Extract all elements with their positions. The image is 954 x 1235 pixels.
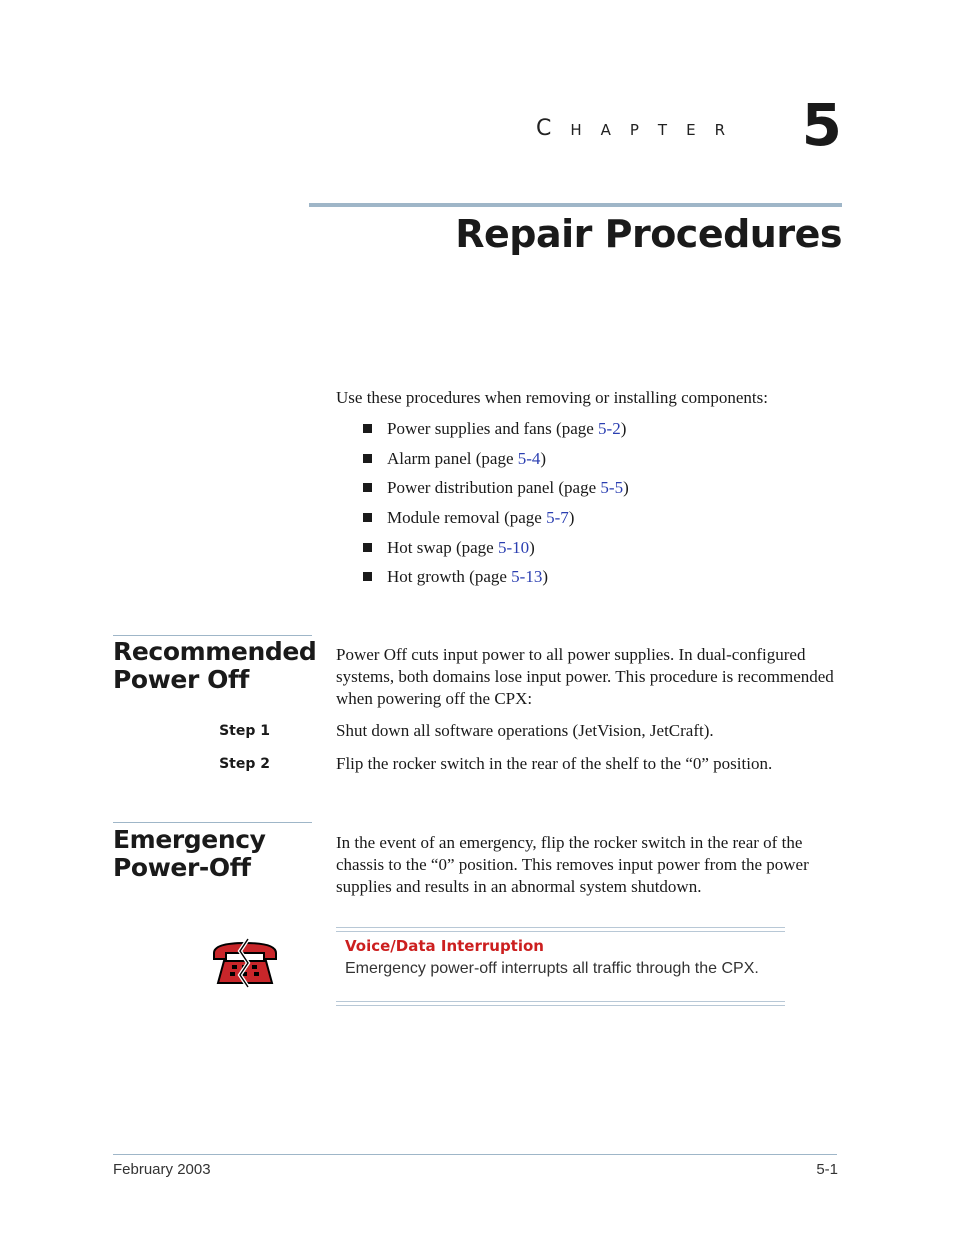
- section-heading-recommended-power-off: Recommended Power Off: [113, 637, 317, 694]
- page-link[interactable]: 5-4: [517, 448, 541, 468]
- step-text: Shut down all software operations (JetVision, JetCraft).: [336, 721, 714, 740]
- phone-interruption-icon: [210, 937, 280, 989]
- note-bottom-rule: [336, 1005, 785, 1006]
- bullet-icon: [363, 483, 372, 492]
- list-item: Module removal (page 5-7): [362, 507, 629, 537]
- footer-date: February 2003: [113, 1161, 211, 1178]
- list-item: Hot growth (page 5-13): [362, 566, 629, 596]
- step-label: Step 1: [219, 723, 270, 739]
- chapter-divider: [309, 203, 842, 207]
- list-item: Alarm panel (page 5-4): [362, 448, 629, 478]
- list-item: Power distribution panel (page 5-5): [362, 477, 629, 507]
- section-divider: [113, 822, 312, 823]
- note-bottom-rule: [336, 1001, 785, 1002]
- chapter-label: CHAPTER: [535, 116, 744, 141]
- page-number: 5-1: [816, 1161, 838, 1178]
- list-item: Hot swap (page 5-10): [362, 537, 629, 567]
- bullet-icon: [363, 543, 372, 552]
- section-body: Power Off cuts input power to all power supplies. In dual-configured systems, both domains lose input power. This procedure is recommended when powering off the CPX:: [336, 645, 834, 708]
- page-link[interactable]: 5-2: [598, 419, 621, 438]
- bullet-icon: [363, 572, 372, 581]
- page-link[interactable]: 5-5: [600, 478, 624, 498]
- procedure-list: [362, 418, 629, 596]
- note-title: Voice/Data Interruption: [345, 937, 544, 955]
- page-title: Repair Procedures: [455, 212, 842, 256]
- step-label: Step 2: [219, 756, 270, 772]
- bullet-icon: [363, 424, 372, 433]
- page-link[interactable]: 5-13: [511, 567, 543, 587]
- page-link[interactable]: 5-7: [546, 508, 569, 528]
- step-text: Flip the rocker switch in the rear of the shelf to the “0” position.: [336, 754, 773, 773]
- section-heading-emergency-power-off: Emergency Power-Off: [113, 825, 266, 882]
- footer-divider: [113, 1154, 837, 1155]
- section-divider: [113, 635, 312, 636]
- list-item: Power supplies and fans (page 5-2): [362, 418, 629, 448]
- bullet-icon: [363, 513, 372, 522]
- page-link[interactable]: 5-10: [497, 537, 530, 557]
- intro-text: Use these procedures when removing or installing components:: [336, 388, 768, 407]
- note-text: Emergency power-off interrupts all traffic through the CPX.: [345, 960, 759, 977]
- bullet-icon: [363, 454, 372, 463]
- section-body: In the event of an emergency, flip the rocker switch in the rear of the chassis to the “0” position. This removes input power from the power supplies and results in an abnormal system shutdown.: [336, 833, 809, 896]
- note-top-rule: [336, 931, 785, 932]
- note-top-rule: [336, 927, 785, 928]
- chapter-number: 5: [801, 91, 842, 159]
